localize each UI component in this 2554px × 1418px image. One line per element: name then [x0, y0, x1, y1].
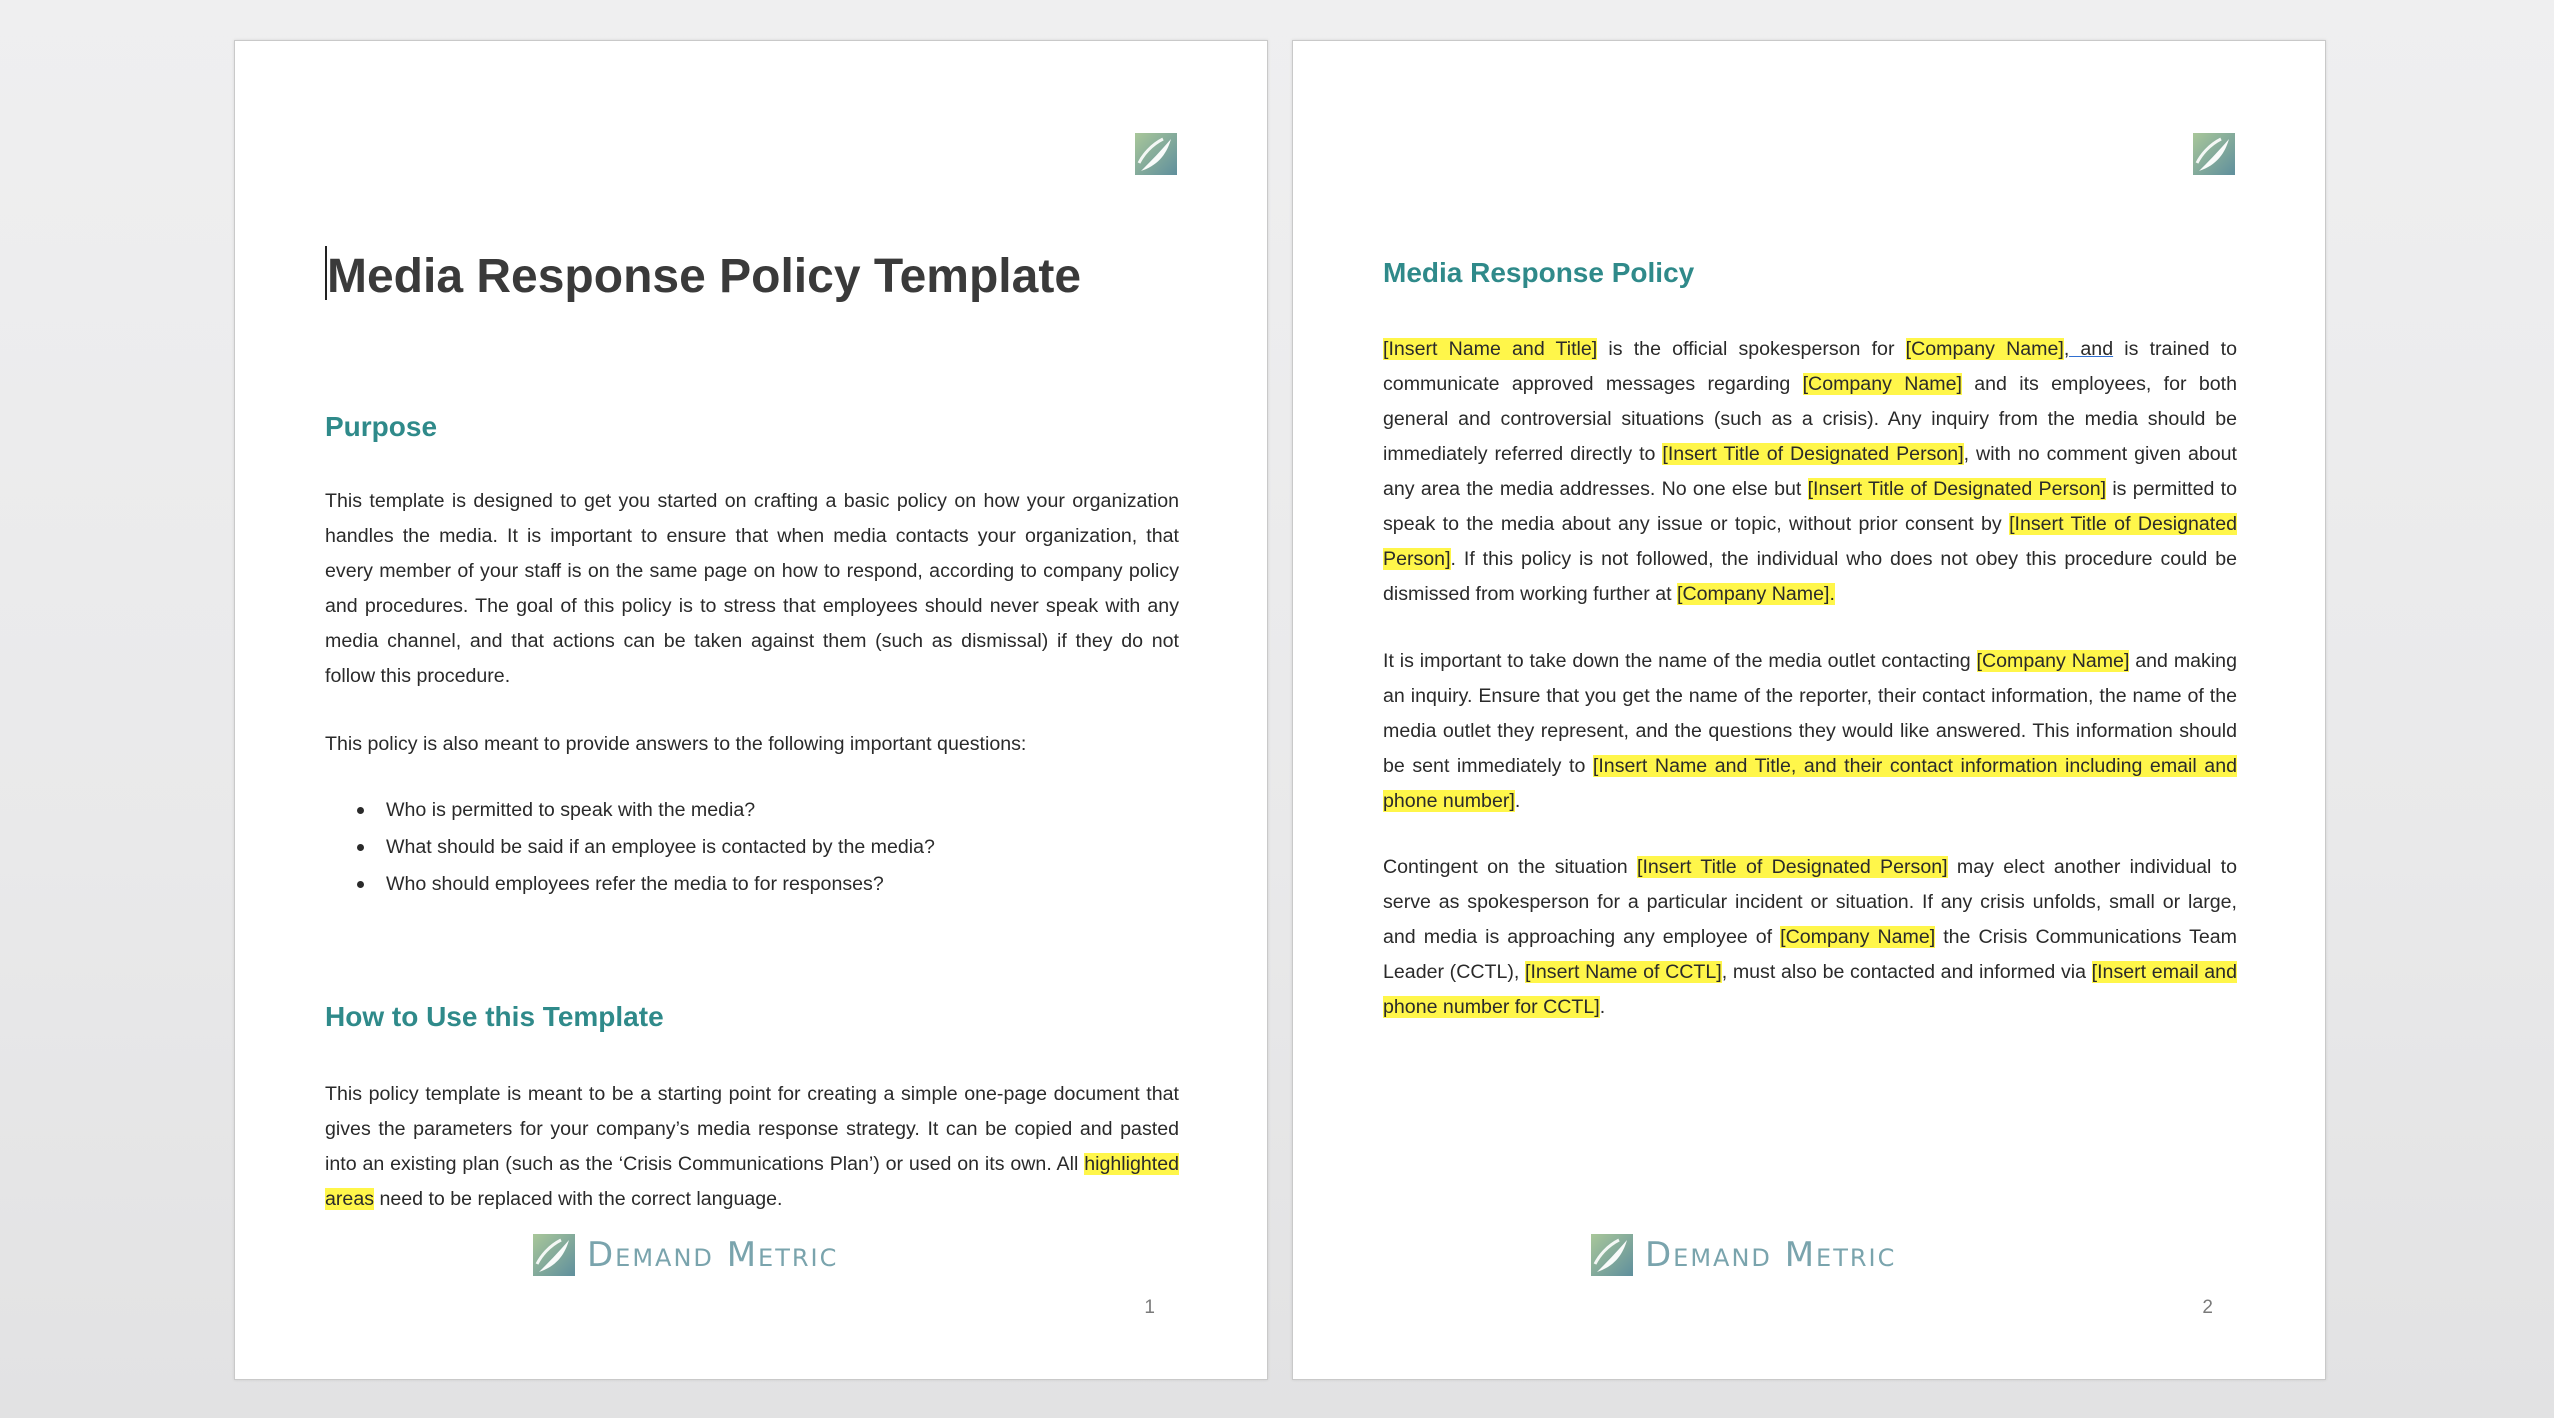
footer-brand-logo: [1591, 1234, 2031, 1276]
policy-heading: Media Response Policy: [1383, 257, 1695, 288]
paragraph-text: and making an inquiry. Ensure that you get the name of the reporter, their contact information, the name of the media outlet they represent, and the questions they would like answered. This information should be sent immediately to: [1383, 650, 2237, 777]
page-title-text: Media Response Policy Template: [327, 250, 1082, 303]
placeholder-highlight: [Company Name]: [1905, 338, 2064, 360]
highlighted-phrase: highlighted areas: [325, 1153, 1179, 1210]
footer-brand-logo: [533, 1234, 973, 1276]
footer-brand-name: Demand Metric: [587, 1235, 839, 1275]
paragraph-text: .: [1514, 790, 1521, 812]
paragraph-text: is permitted to speak to the media about any issue or topic, without prior consent by: [1383, 478, 2238, 535]
page-number: 2: [2202, 1297, 2213, 1318]
placeholder-highlight: [Company Name].: [1677, 583, 1835, 605]
paragraph-text: , with no comment given about any area the media addresses. No one else but: [1383, 443, 2237, 500]
page-number: 1: [1144, 1297, 1155, 1318]
list-item: Who is permitted to speak with the media?: [325, 792, 1179, 829]
placeholder-highlight: [Company Name]: [1780, 926, 1936, 948]
placeholder-highlight: [Insert Name and Title, and their contact information including email and phone number]: [1383, 755, 2237, 812]
paragraph-text: may elect another individual to serve as spokesperson for a particular incident or situation. If any crisis unfolds, small or large, and media is approaching any employee of: [1383, 856, 2237, 948]
page-title[interactable]: [325, 246, 1081, 304]
how-to-use-tail: need to be replaced with the correct language.: [374, 1188, 783, 1210]
purpose-heading: Purpose: [325, 411, 438, 442]
policy-paragraph-1: [1383, 332, 2237, 612]
placeholder-highlight: [Company Name]: [1802, 373, 1962, 395]
policy-paragraph-2: [1383, 644, 2237, 819]
paragraph-text: .: [1599, 996, 1606, 1018]
demand-metric-logo-icon: [533, 1234, 575, 1276]
placeholder-highlight: [Insert email and phone number for CCTL]: [1383, 961, 2237, 1018]
list-item: What should be said if an employee is contacted by the media?: [325, 829, 1179, 866]
paragraph-text: , and: [2063, 338, 2114, 360]
how-to-use-heading: How to Use this Template: [325, 1001, 664, 1032]
placeholder-highlight: [Insert Name and Title]: [1383, 338, 1598, 360]
list-item: Who should employees refer the media to for responses?: [325, 866, 1179, 903]
placeholder-highlight: [Company Name]: [1976, 650, 2130, 672]
paragraph-text: is the official spokesperson for: [1597, 338, 1906, 360]
demand-metric-logo-icon: [1135, 133, 1177, 175]
paragraph-text: Contingent on the situation: [1383, 856, 1637, 878]
questions-intro: This policy is also meant to provide answers to the following important questions:: [325, 733, 1027, 755]
paragraph-text: the Crisis Communications Team Leader (CCTL),: [1383, 926, 2237, 983]
paragraph-text: It is important to take down the name of the media outlet contacting: [1383, 650, 1977, 672]
demand-metric-logo-icon: [2193, 133, 2235, 175]
how-to-use-paragraph: [325, 1077, 1179, 1217]
placeholder-highlight: [Insert Name of CCTL]: [1525, 961, 1722, 983]
purpose-paragraph: This template is designed to get you started on crafting a basic policy on how your organization handles the media. It is important to ensure that when media contacts your organization, that every member of your staff is on the same page on how to respond, according to company policy and procedures. The goal of this policy is to stress that employees should never speak with any media channel, and that actions can be taken against them (such as dismissal) if they do not follow this procedure.: [325, 490, 1179, 687]
how-to-use-text: This policy template is meant to be a starting point for creating a simple one-page document that gives the parameters for your company’s media response strategy. It can be copied and pasted into an existing plan (such as the ‘Crisis Communications Plan’) or used on its own. All: [325, 1083, 1179, 1175]
placeholder-highlight: [Insert Title of Designated Person]: [1662, 443, 1964, 465]
placeholder-highlight: [Insert Title of Designated Person]: [1807, 478, 2107, 500]
paragraph-text: , must also be contacted and informed via: [1721, 961, 2092, 983]
document-page-2: [1292, 40, 2326, 1380]
paragraph-text: . If this policy is not followed, the individual who does not obey this procedure could be dismissed from working further at: [1383, 548, 2237, 605]
paragraph-text: and its employees, for both general and controversial situations (such as a crisis). Any inquiry from the media should be immediately referred directly to: [1383, 373, 2237, 465]
questions-list: [325, 792, 1179, 903]
demand-metric-logo-icon: [1591, 1234, 1633, 1276]
policy-paragraph-3: [1383, 850, 2237, 1025]
placeholder-highlight: [Insert Title of Designated Person]: [1637, 856, 1948, 878]
document-page-1: [234, 40, 1268, 1380]
paragraph-text: is trained to communicate approved messages regarding: [1383, 338, 2237, 395]
footer-brand-name: Demand Metric: [1645, 1235, 1897, 1275]
placeholder-highlight: [Insert Title of Designated Person]: [1383, 513, 2237, 570]
